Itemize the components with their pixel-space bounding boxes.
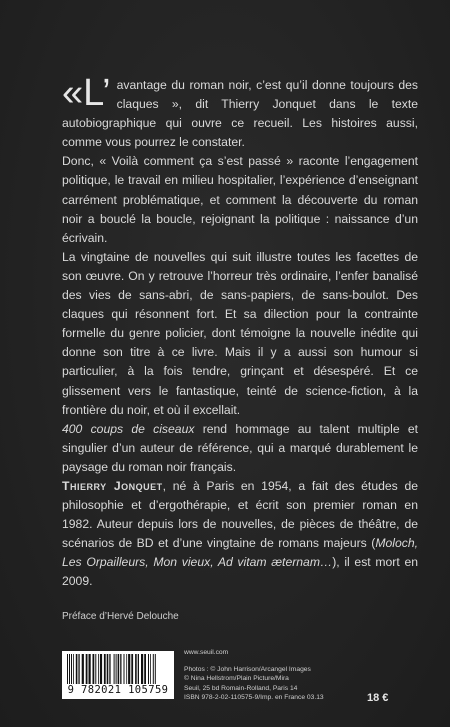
barcode-bar	[131, 654, 133, 684]
barcode-bar	[71, 654, 72, 684]
barcode-bars	[66, 654, 170, 684]
blurb	[62, 72, 419, 592]
author-works: Moloch, Les Orpailleurs, Mon vieux, Ad vitam æternam…	[62, 536, 418, 570]
barcode-bar	[86, 654, 88, 684]
barcode-bar	[148, 654, 149, 684]
credit-line: Photos : © John Harrison/Arcangel Images	[184, 665, 311, 673]
blurb-paragraph-1-text: avantage du roman noir, c’est qu’il donne toujours des claques », dit Thierry Jonquet dans le texte autobiographique qui ouvre ce recueil. Les histoires aussi, comme vous pourrez le constater.	[62, 78, 418, 150]
book-title: 400 coups de ciseaux	[62, 421, 195, 436]
credit-line: Seuil, 25 bd Romain-Rolland, Paris 14	[184, 684, 298, 692]
price: 18 €	[367, 692, 389, 704]
publisher-credits	[184, 648, 324, 703]
barcode-bar	[114, 654, 115, 684]
author-name: Thierry Jonquet	[62, 478, 163, 493]
author-bio-text-b: ), il est mort en 2009.	[62, 555, 418, 589]
publisher-url: www.seuil.com	[184, 649, 229, 656]
barcode-bar	[67, 654, 68, 684]
credit-line: © Nina Hellstrom/Plain Picture/Mira	[184, 675, 289, 683]
credit-line: ISBN 978-2-02-110575-9/Imp. en France 03.13	[184, 694, 324, 702]
barcode-bar	[95, 654, 96, 684]
blurb-paragraph-2: Donc, « Voilà comment ça s’est passé » raconte l’engagement politique, le travail en milieu hospitalier, l’expérience d’enseignant carrément problématique, et comment la découverte du roman noir a bouclé la boucle, rejoignant la politique : naissance d’un écrivain.	[62, 154, 418, 245]
barcode-bar	[155, 654, 156, 684]
barcode-bar	[76, 654, 78, 684]
barcode-bar	[109, 654, 110, 684]
barcode-bar	[98, 654, 99, 684]
barcode-bar	[73, 654, 74, 684]
barcode-bar	[135, 654, 137, 684]
barcode-bar	[89, 654, 91, 684]
author-bio-text-a: , né à Paris en 1954, a fait des études de philosophie et d’ergothérapie, et écrit son premier roman en 1982. Auteur depuis lors de nouvelles, de pièces de théâtre, de scénarios de BD et d’une vingtaine de romans majeurs (	[62, 478, 419, 551]
blurb-paragraph-4-text: rend hommage au talent multiple et singulier d’un auteur de référence, qui a marqué durablement le paysage du roman noir français.	[62, 421, 418, 474]
barcode-bar	[126, 654, 127, 684]
author-bio	[62, 477, 418, 592]
barcode-bar	[128, 654, 130, 684]
barcode-bar	[69, 654, 70, 684]
isbn-barcode	[62, 651, 174, 699]
blurb-paragraph-4	[62, 420, 418, 477]
barcode-bar	[118, 654, 120, 684]
barcode-bar	[144, 654, 146, 684]
barcode-bar	[150, 654, 151, 684]
preface-credit: Préface d’Hervé Delouche	[62, 611, 179, 622]
blurb-paragraph-3: La vingtaine de nouvelles qui suit illustre toutes les facettes de son œuvre. On y retrouve l’horreur très ordinaire, l’enfer banalisé des vies de sans-abri, de sans-papiers, de sans-boulot. Des claques qui résonnent fort. Et sa dilection pour la contrainte formelle du genre policier, dont témoigne la nouvelle inédite qui donne son titre à ce livre. Mais il y a aussi son humour si particulier, à la fois tendre, grinçant et désespéré. Et ce glissement vers le fantastique, teinté de science-fiction, à la frontière du noir, et où il excellait.	[62, 249, 418, 417]
barcode-bar	[93, 654, 95, 684]
barcode-bar	[104, 654, 106, 684]
barcode-bar	[141, 654, 143, 684]
barcode-bar	[78, 654, 79, 684]
drop-cap: «L’	[62, 72, 111, 114]
barcode-bar	[107, 654, 109, 684]
barcode-bar	[100, 654, 102, 684]
blurb-paragraph-1	[62, 72, 418, 152]
barcode-bar	[138, 654, 139, 684]
barcode-bar	[124, 654, 125, 684]
barcode-digits: 9 782021 105759	[67, 684, 169, 696]
barcode-bar	[116, 654, 117, 684]
barcode-bar	[82, 654, 84, 684]
barcode-bar	[153, 654, 154, 684]
barcode-bar	[120, 654, 121, 684]
